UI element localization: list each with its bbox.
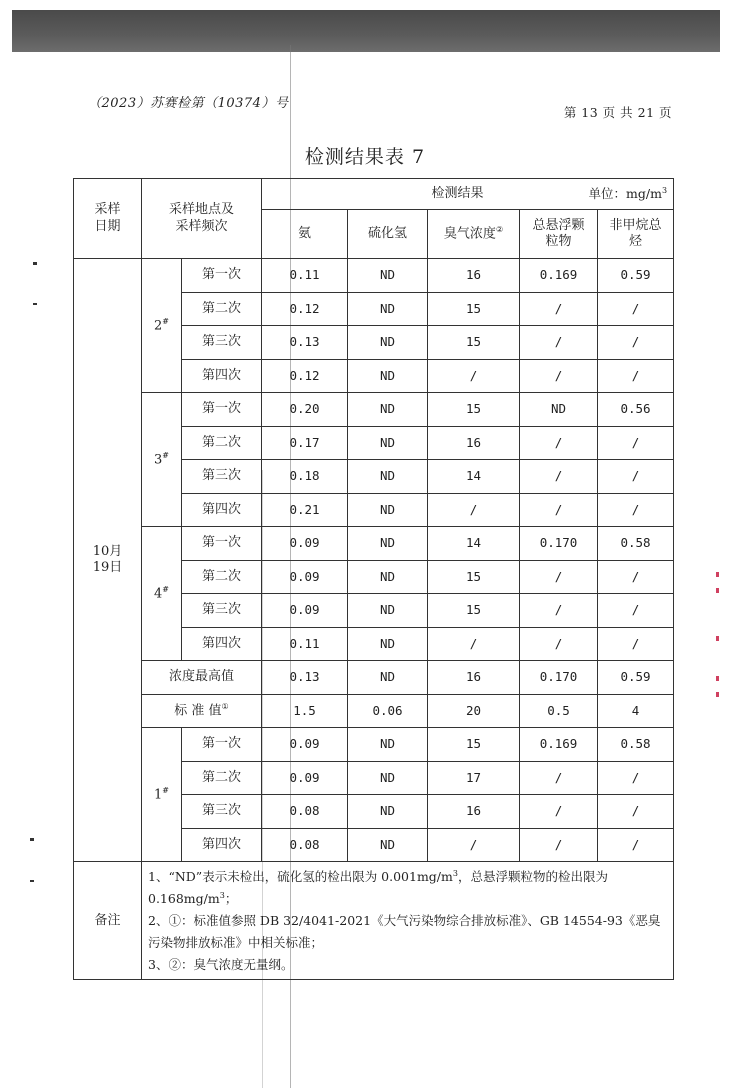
value-cell: /: [520, 493, 598, 527]
value-cell: /: [598, 828, 674, 862]
frequency-label: 第三次: [182, 326, 262, 360]
value-cell: ND: [520, 393, 598, 427]
value-cell: ND: [348, 795, 428, 829]
value-cell: 15: [428, 292, 520, 326]
value-cell: 0.170: [520, 527, 598, 561]
value-cell: 15: [428, 728, 520, 762]
sample-date: 10月 19日: [74, 259, 142, 862]
value-cell: /: [520, 560, 598, 594]
frequency-label: 第四次: [182, 493, 262, 527]
value-cell: 17: [428, 761, 520, 795]
value-cell: 0.09: [262, 594, 348, 628]
table-row: [74, 259, 674, 293]
standard-row: [74, 694, 674, 728]
value-cell: ND: [348, 728, 428, 762]
value-cell: 0.169: [520, 259, 598, 293]
value-cell: /: [598, 627, 674, 661]
max-value: 16: [428, 661, 520, 695]
frequency-label: 第二次: [182, 761, 262, 795]
value-cell: 0.11: [262, 627, 348, 661]
value-cell: 0.09: [262, 527, 348, 561]
document-number: （2023）苏赛检第（10374）号: [88, 96, 289, 111]
notes-label: 备注: [74, 862, 142, 980]
notes-content: [142, 862, 674, 980]
value-cell: ND: [348, 527, 428, 561]
value-cell: 0.56: [598, 393, 674, 427]
value-cell: 0.12: [262, 359, 348, 393]
table-row: [74, 393, 674, 427]
header-row: [74, 179, 674, 210]
scan-top-shadow: [12, 10, 720, 52]
value-cell: /: [598, 460, 674, 494]
frequency-label: 第四次: [182, 828, 262, 862]
value-cell: 15: [428, 594, 520, 628]
value-cell: 15: [428, 326, 520, 360]
value-cell: 0.08: [262, 828, 348, 862]
value-cell: /: [598, 326, 674, 360]
value-cell: /: [428, 828, 520, 862]
col-header-param: 硫化氢: [348, 210, 428, 259]
table-row: [74, 527, 674, 561]
standard-value: 0.06: [348, 694, 428, 728]
value-cell: 0.08: [262, 795, 348, 829]
value-cell: ND: [348, 426, 428, 460]
value-cell: ND: [348, 493, 428, 527]
frequency-label: 第三次: [182, 594, 262, 628]
value-cell: ND: [348, 560, 428, 594]
standard-value: 4: [598, 694, 674, 728]
value-cell: 0.09: [262, 761, 348, 795]
value-cell: ND: [348, 460, 428, 494]
value-cell: /: [598, 359, 674, 393]
value-cell: 0.13: [262, 326, 348, 360]
value-cell: /: [520, 326, 598, 360]
seal-edge-mark: [716, 692, 719, 697]
value-cell: 0.58: [598, 728, 674, 762]
site-label: 3#: [142, 393, 182, 527]
frequency-label: 第一次: [182, 259, 262, 293]
frequency-label: 第三次: [182, 460, 262, 494]
value-cell: ND: [348, 594, 428, 628]
value-cell: ND: [348, 761, 428, 795]
value-cell: 14: [428, 460, 520, 494]
col-header-param: 氨: [262, 210, 348, 259]
frequency-label: 第二次: [182, 426, 262, 460]
value-cell: /: [598, 426, 674, 460]
value-cell: 0.17: [262, 426, 348, 460]
value-cell: /: [428, 627, 520, 661]
col-header-date: 采样 日期: [74, 179, 142, 259]
value-cell: /: [428, 359, 520, 393]
max-value: 0.59: [598, 661, 674, 695]
value-cell: 0.58: [598, 527, 674, 561]
standard-value: 20: [428, 694, 520, 728]
seal-edge-mark: [716, 636, 719, 641]
results-label: 检测结果: [431, 185, 484, 201]
value-cell: /: [598, 594, 674, 628]
value-cell: /: [520, 828, 598, 862]
note-line: 1、“ND”表示未检出，硫化氢的检出限为 $0.001mg/m^3$，总悬浮颗粒物的检出限为 $0.168mg/m^3$；: [148, 868, 608, 906]
value-cell: /: [520, 594, 598, 628]
value-cell: ND: [348, 326, 428, 360]
value-cell: ND: [348, 393, 428, 427]
value-cell: 16: [428, 426, 520, 460]
value-cell: 0.18: [262, 460, 348, 494]
value-cell: /: [520, 795, 598, 829]
notes-row: [74, 862, 674, 980]
value-cell: /: [598, 795, 674, 829]
value-cell: 0.169: [520, 728, 598, 762]
site-label: 1#: [142, 728, 182, 862]
table-row: [74, 728, 674, 762]
value-cell: /: [520, 359, 598, 393]
col-header-results: [262, 179, 674, 210]
site-label: 2#: [142, 259, 182, 393]
value-cell: 0.21: [262, 493, 348, 527]
frequency-label: 第二次: [182, 292, 262, 326]
value-cell: /: [520, 460, 598, 494]
note-line: 3、②：臭气浓度无量纲。: [148, 956, 294, 972]
value-cell: 0.12: [262, 292, 348, 326]
frequency-label: 第四次: [182, 359, 262, 393]
frequency-label: 第三次: [182, 795, 262, 829]
col-header-param: 臭气浓度②: [428, 210, 520, 259]
value-cell: ND: [348, 292, 428, 326]
max-value: 0.13: [262, 661, 348, 695]
page-indicator: 第 13 页 共 21 页: [563, 105, 672, 120]
value-cell: /: [520, 761, 598, 795]
frequency-label: 第四次: [182, 627, 262, 661]
value-cell: /: [520, 292, 598, 326]
scan-speck: [30, 880, 34, 882]
max-value: 0.170: [520, 661, 598, 695]
note-line: 2、①：标准值参照 DB 32/4041-2021《大气污染物综合排放标准》、GB 14554-93《恶臭污染物排放标准》中相关标准；: [148, 912, 661, 950]
scan-speck: [33, 262, 37, 265]
seal-edge-mark: [716, 676, 719, 681]
value-cell: 14: [428, 527, 520, 561]
col-header-param: 总悬浮颗 粒物: [520, 210, 598, 259]
value-cell: ND: [348, 828, 428, 862]
seal-edge-mark: [716, 588, 719, 593]
table-title: 检测结果表 7: [304, 146, 426, 168]
value-cell: /: [598, 560, 674, 594]
value-cell: 0.09: [262, 728, 348, 762]
value-cell: 0.11: [262, 259, 348, 293]
value-cell: 15: [428, 560, 520, 594]
frequency-label: 第一次: [182, 728, 262, 762]
value-cell: 0.59: [598, 259, 674, 293]
standard-value: 0.5: [520, 694, 598, 728]
value-cell: 0.09: [262, 560, 348, 594]
value-cell: /: [428, 493, 520, 527]
standard-value: 1.5: [262, 694, 348, 728]
col-header-location: 采样地点及 采样频次: [142, 179, 262, 259]
max-value: ND: [348, 661, 428, 695]
value-cell: 15: [428, 393, 520, 427]
value-cell: /: [598, 761, 674, 795]
col-header-param: 非甲烷总 烃: [598, 210, 674, 259]
seal-edge-mark: [716, 572, 719, 577]
frequency-label: 第一次: [182, 527, 262, 561]
scan-speck: [33, 303, 37, 305]
value-cell: /: [598, 292, 674, 326]
value-cell: ND: [348, 259, 428, 293]
frequency-label: 第二次: [182, 560, 262, 594]
value-cell: /: [520, 426, 598, 460]
value-cell: 16: [428, 795, 520, 829]
value-cell: 16: [428, 259, 520, 293]
value-cell: /: [520, 627, 598, 661]
value-cell: 0.20: [262, 393, 348, 427]
site-label: 4#: [142, 527, 182, 661]
value-cell: ND: [348, 359, 428, 393]
max-row: [74, 661, 674, 695]
unit-label: 单位：$mg/m^3$: [588, 186, 668, 202]
max-label: 浓度最高值: [142, 661, 262, 695]
value-cell: ND: [348, 627, 428, 661]
scan-speck: [30, 838, 34, 841]
frequency-label: 第一次: [182, 393, 262, 427]
results-table: [73, 178, 674, 980]
standard-label: 标 准 值①: [142, 694, 262, 728]
value-cell: /: [598, 493, 674, 527]
